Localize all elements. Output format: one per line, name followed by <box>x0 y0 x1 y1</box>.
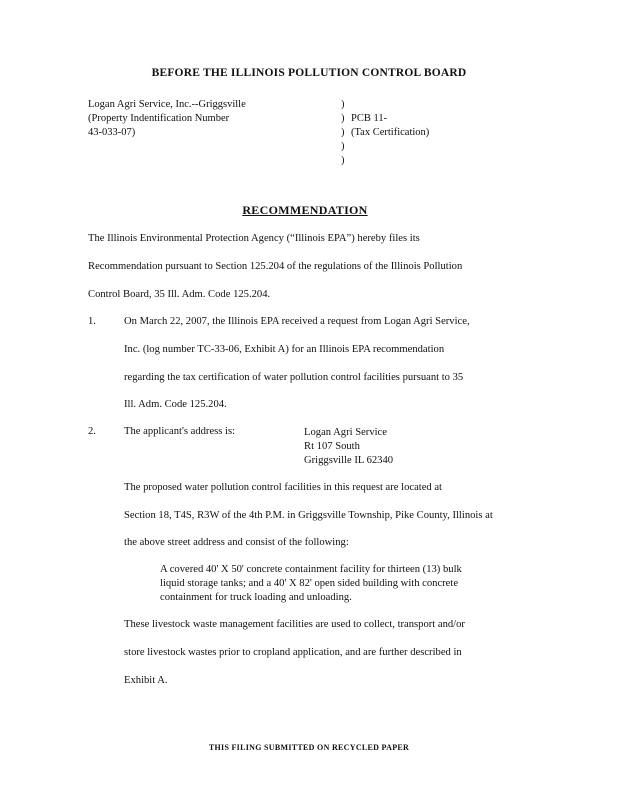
applicant-address <box>304 426 393 468</box>
facility-line: The proposed water pollution control facilities in this request are located at <box>124 482 443 493</box>
quote-line: containment for truck loading and unloading. <box>160 592 352 603</box>
caption-left-line: (Property Indentification Number <box>88 113 230 124</box>
caption-paren: ) <box>341 127 345 138</box>
address-line: Rt 107 South <box>304 441 360 452</box>
caption-paren: ) <box>341 141 345 152</box>
case-number: PCB 11- <box>351 113 388 124</box>
quote-line: liquid storage tanks; and a 40' X 82' open sided building with concrete <box>160 578 459 589</box>
intro-line: Control Board, 35 Ill. Adm. Code 125.204. <box>88 289 271 300</box>
intro-line: Recommendation pursuant to Section 125.204 of the regulations of the Illinois Pollution <box>88 261 463 272</box>
caption-left-line: 43-033-07) <box>88 127 136 138</box>
caption-paren: ) <box>341 99 345 110</box>
item-number: 1. <box>88 316 96 327</box>
recycled-paper-footer: THIS FILING SUBMITTED ON RECYCLED PAPER <box>208 743 410 752</box>
document-heading: RECOMMENDATION <box>242 203 368 217</box>
item-line: Ill. Adm. Code 125.204. <box>124 399 227 410</box>
closing-line: Exhibit A. <box>124 675 168 686</box>
caption-left-line: Logan Agri Service, Inc.--Griggsville <box>88 99 246 110</box>
board-title: BEFORE THE ILLINOIS POLLUTION CONTROL BOARD <box>151 67 467 79</box>
item-line: Inc. (log number TC-33-06, Exhibit A) for an Illinois EPA recommendation <box>124 344 445 355</box>
case-caption-right <box>351 112 429 140</box>
facility-line: Section 18, T4S, R3W of the 4th P.M. in Griggsville Township, Pike County, Illinois at <box>124 510 493 521</box>
address-line: Griggsville IL 62340 <box>304 455 394 466</box>
item-number: 2. <box>88 426 96 437</box>
case-caption-left <box>88 98 246 140</box>
case-type: (Tax Certification) <box>351 127 430 138</box>
address-line: Logan Agri Service <box>304 427 387 438</box>
closing-line: These livestock waste management facilities are used to collect, transport and/or <box>124 619 465 630</box>
item-line: On March 22, 2007, the Illinois EPA received a request from Logan Agri Service, <box>124 316 470 327</box>
closing-line: store livestock wastes prior to cropland application, and are further described in <box>124 647 462 658</box>
address-label: The applicant's address is: <box>124 426 236 437</box>
item-line: regarding the tax certification of water pollution control facilities pursuant to 35 <box>124 372 464 383</box>
caption-paren: ) <box>341 155 345 166</box>
facility-line: the above street address and consist of the following: <box>124 537 349 548</box>
caption-paren: ) <box>341 113 345 124</box>
caption-parentheses <box>341 98 345 168</box>
intro-line: The Illinois Environmental Protection Agency (“Illinois EPA”) hereby files its <box>88 233 420 244</box>
quote-line: A covered 40' X 50' concrete containment facility for thirteen (13) bulk <box>160 564 462 575</box>
facility-description <box>160 563 462 605</box>
